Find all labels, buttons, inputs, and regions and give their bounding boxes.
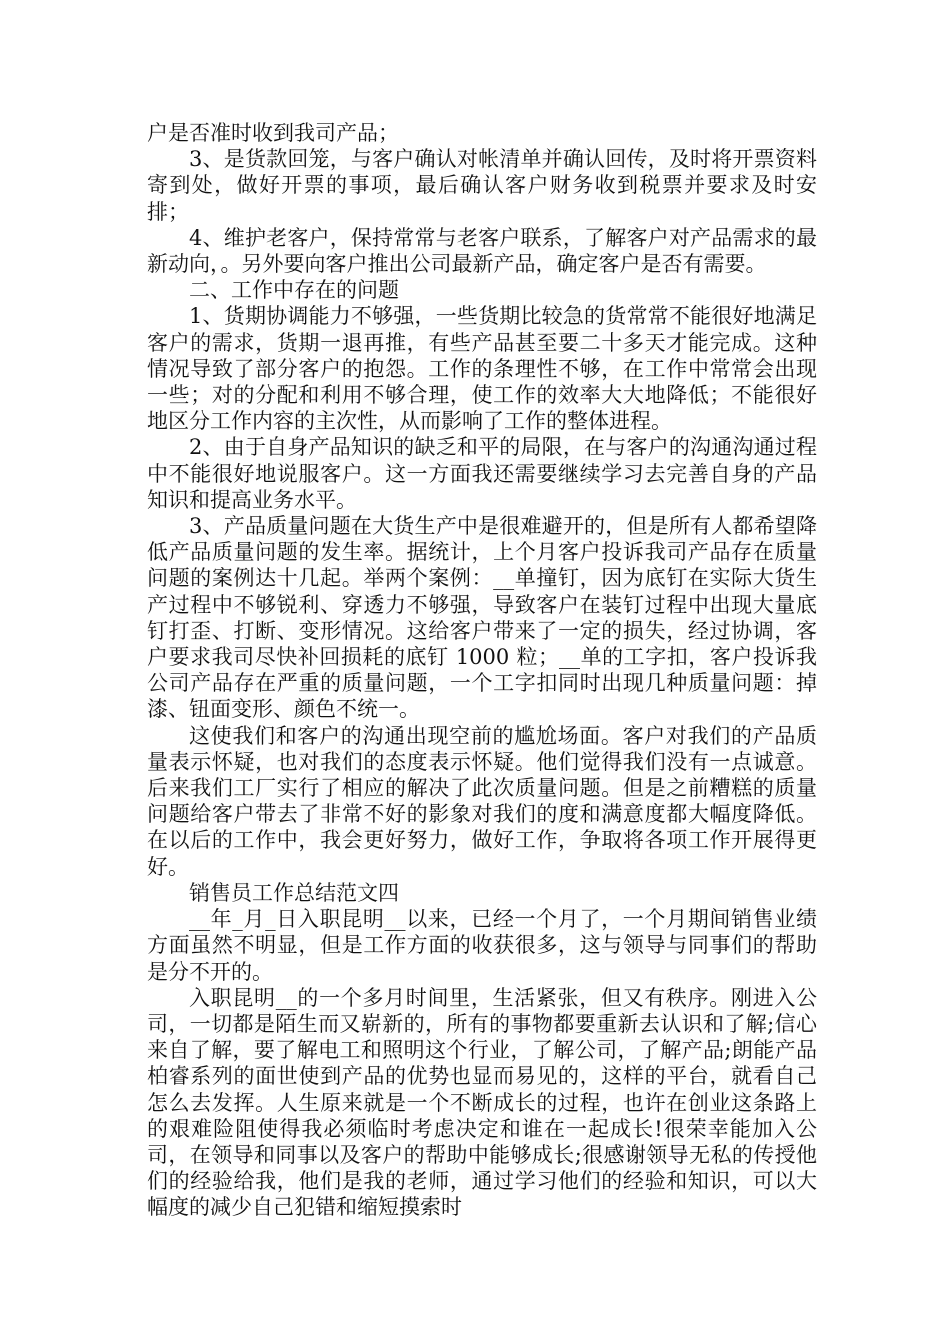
paragraph-2: 3、是货款回笼，与客户确认对帐清单并确认回传，及时将开票资料寄到处，做好开票的事项，最后确认客户财务收到税票并要求及时安排；	[147, 147, 817, 224]
paragraph-problem-2: 2、由于自身产品知识的缺乏和平的局限，在与客户的沟通沟通过程中不能很好地说服客户。这一方面我还需要继续学习去完善自身的产品知识和提高业务水平。	[147, 435, 817, 512]
paragraph-problem-1: 1、货期协调能力不够强，一些货期比较急的货常常不能很好地满足客户的需求，货期一退再推，有些产品甚至要二十多天才能完成。这种情况导致了部分客户的抱怨。工作的条理性不够，在工作中常常会出现一些；对的分配和利用不够合理，使工作的效率大大地降低；不能很好地区分工作内容的主次性，从而影响了工作的整体进程。	[147, 304, 817, 434]
paragraph-3: 4、维护老客户，保持常常与老客户联系，了解客户对产品需求的最新动向，。另外要向客户推出公司最新产品，确定客户是否有需要。	[147, 225, 817, 277]
paragraph-consequence: 这使我们和客户的沟通出现空前的尴尬场面。客户对我们的产品质量表示怀疑，也对我们的态度表示怀疑。他们觉得我们没有一点诚意。后来我们工厂实行了相应的解决了此次质量问题。但是之前糟糕的质量问题给客户带去了非常不好的影象对我们的度和满意度都大幅度降低。在以后的工作中，我会更好努力，做好工作，争取将各项工作开展得更好。	[147, 723, 817, 879]
paragraph-intro: __年_月_日入职昆明__以来，已经一个月了，一个月期间销售业绩方面虽然不明显，但是工作方面的收获很多，这与领导与同事们的帮助是分不开的。	[147, 907, 817, 984]
paragraph-1: 户是否准时收到我司产品；	[147, 121, 399, 145]
section-heading-sample-4: 销售员工作总结范文四	[189, 880, 399, 905]
document-page	[147, 120, 817, 1221]
paragraph-experience: 入职昆明__的一个多月时间里，生活紧张，但又有秩序。刚进入公司，一切都是陌生而又崭新的，所有的事物都要重新去认识和了解;信心来自了解，要了解电工和照明这个行业，了解公司，了解产品;朗能产品柏睿系列的面世使到产品的优势也显而易见的，这样的平台，就看自己怎么去发挥。人生原来就是一个不断成长的过程，也许在创业这条路上的艰难险阻使得我必须临时考虑决定和谁在一起成长!很荣幸能加入公司，在领导和同事以及客户的帮助中能够成长;很感谢领导无私的传授他们的经验给我，他们是我的老师，通过学习他们的经验和知识，可以大幅度的减少自己犯错和缩短摸索时	[147, 985, 817, 1220]
section-heading-problems: 二、工作中存在的问题	[189, 278, 399, 303]
paragraph-problem-3: 3、产品质量问题在大货生产中是很难避开的，但是所有人都希望降低产品质量问题的发生率。据统计，上个月客户投诉我司产品存在质量问题的案例达十几起。举两个案例：__单撞钉，因为底钉在实际大货生产过程中不够锐利、穿透力不够强，导致客户在装钉过程中出现大量底钉打歪、打断、变形情况。这给客户带来了一定的损失，经过协调，客户要求我司尽快补回损耗的底钉 1000 粒；__单的工字扣，客户投诉我公司产品存在严重的质量问题，一个工字扣同时出现几种质量问题：掉漆、钮面变形、颜色不统一。	[147, 514, 817, 722]
